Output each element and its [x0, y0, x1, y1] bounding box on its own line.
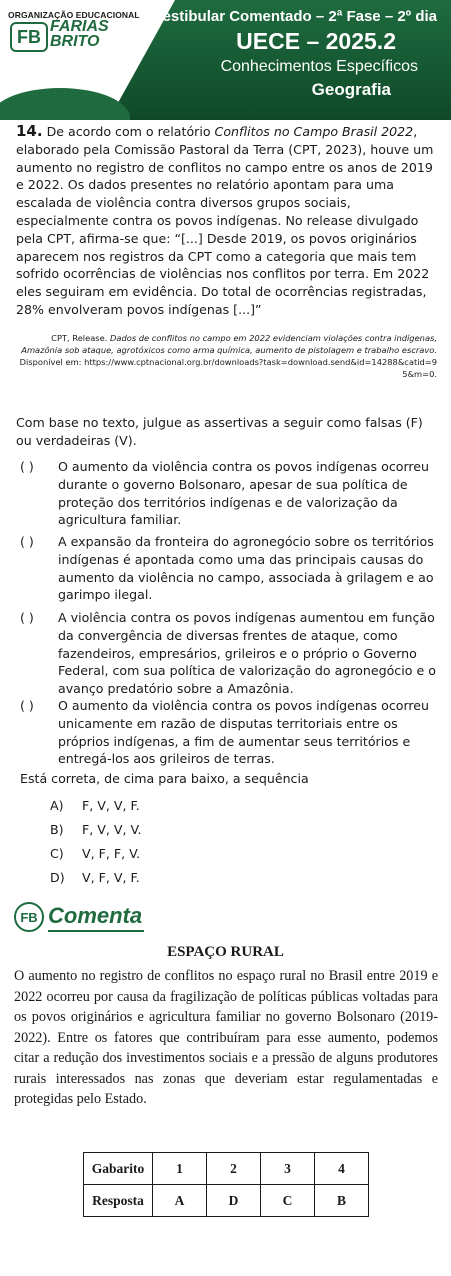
- page-header: [0, 0, 451, 120]
- choice-letter: A): [50, 798, 64, 813]
- comment-text: O aumento no registro de conflitos no espaço rural no Brasil entre 2019 e 2022 ocorreu por causa da fragilização de políticas públicas voltadas para os povos originários e agricultura familiar no governo Bolsonaro (2019-2022). Entre os fatores que contribuíram para esse aumento, podemos citar a redução dos investimentos sociais e a pressão de alguns produtores rurais interessados nas zonas que deveriam estar regulamentadas e protegidas pelo Estado.: [14, 968, 438, 1107]
- source-title: Dados de conflitos no campo em 2022 evidenciam violações contra indígenas, Amazônia sob ataque, agrotóxicos como arma química, aumento de pistolagem e trabalho escravo.: [21, 333, 437, 355]
- statement-text: O aumento da violência contra os povos indígenas ocorreu durante o governo Bolsonaro, apesar de sua política de proteção dos territórios indígenas e de valorização da agricultura familiar.: [58, 459, 430, 528]
- question-number: 14.: [16, 122, 43, 140]
- exam-subject: Geografia: [311, 80, 391, 99]
- logo-name: [50, 19, 109, 49]
- statement-item: [16, 697, 446, 768]
- question-body: , elaborado pela Comissão Pastoral da Terra (CPT, 2023), houve um aumento no registro de conflitos no campo entre os anos de 2019 e 2022. Os dados presentes no relatório apontam para uma escalada de violência contra diversos grupos sociais, especialmente contra os povos indígenas. No release divulgado pela CPT, afirma-se que: “[...] Desde 2019, os povos originários aparecem nos registros da CPT como a categoria que mais tem sofrido ocorrências de violências nos conflitos por terra. Em 2022 eles seguiram em evidência. Do total de ocorrências registradas, 28% envolveram povos indígenas [...]”: [16, 124, 434, 317]
- exam-section: Conhecimentos Específicos: [220, 58, 418, 75]
- logo-name-line2: BRITO: [50, 33, 100, 50]
- table-cell: 3: [261, 1153, 315, 1185]
- choice-c[interactable]: [50, 846, 140, 861]
- org-label: ORGANIZAÇÃO EDUCACIONAL: [8, 10, 140, 20]
- choice-letter: D): [50, 870, 65, 885]
- source-available: Disponível em:: [19, 356, 82, 367]
- table-row: [84, 1153, 369, 1185]
- statement-text: A violência contra os povos indígenas aumentou em função da convergência de diversas frentes de ataque, como fazendeiros, empresários, grileiros e o próprio o Governo Federal, com sua política de valorização do agronegócio e o avanço predatório sobre a Amazônia.: [58, 610, 436, 697]
- exam-edition: UECE – 2025.2: [236, 28, 396, 54]
- section-title: ESPAÇO RURAL: [167, 944, 284, 960]
- question-text: [16, 123, 441, 319]
- comenta-label: Comenta: [48, 903, 143, 928]
- exam-title: Vestibular Comentado – 2ª Fase – 2º dia: [153, 8, 437, 25]
- choice-b[interactable]: [50, 822, 142, 837]
- logo-icon: FB: [10, 22, 48, 52]
- statement-checkbox[interactable]: ( ): [20, 534, 34, 549]
- comenta-underline: [48, 930, 144, 932]
- table-cell: 1: [153, 1153, 207, 1185]
- statement-text: O aumento da violência contra os povos indígenas ocorreu unicamente em razão de disputas territoriais entre os próprios indígenas, a fim de aumentar seus territórios e entregá-los aos grileiros de terras.: [58, 698, 430, 767]
- statement-checkbox[interactable]: ( ): [20, 459, 34, 474]
- statement-item: [16, 458, 446, 529]
- answer-table: [83, 1152, 369, 1217]
- table-cell: 2: [207, 1153, 261, 1185]
- choice-text: F, V, V, V.: [82, 822, 142, 837]
- instruction-text: Com base no texto, julgue as assertivas a seguir como falsas (F) ou verdadeiras (V).: [16, 415, 423, 448]
- table-answer-label: Resposta: [84, 1185, 153, 1217]
- logo-name-line1: FARIAS: [50, 18, 109, 35]
- table-cell: B: [315, 1185, 369, 1217]
- statement-checkbox[interactable]: ( ): [20, 698, 34, 713]
- source-citation: [16, 333, 437, 381]
- source-url: https://www.cptnacional.org.br/downloads?task=download.send&id=14288&catid=95&m=0.: [84, 356, 437, 379]
- table-cell: A: [153, 1185, 207, 1217]
- source-prefix: CPT, Release.: [51, 333, 110, 343]
- report-title: Conflitos no Campo Brasil 2022: [214, 124, 414, 139]
- table-header-label: Gabarito: [84, 1153, 153, 1185]
- table-cell: 4: [315, 1153, 369, 1185]
- sequence-prompt: Está correta, de cima para baixo, a sequência: [20, 771, 309, 786]
- choice-a[interactable]: [50, 798, 140, 813]
- choice-text: F, V, V, F.: [82, 798, 140, 813]
- question-intro: De acordo com o relatório: [46, 124, 215, 139]
- statement-item: [16, 533, 446, 604]
- choice-d[interactable]: [50, 870, 140, 885]
- choice-letter: B): [50, 822, 64, 837]
- statement-item: [16, 609, 446, 698]
- table-row: [84, 1185, 369, 1217]
- choice-text: V, F, F, V.: [82, 846, 141, 861]
- choice-letter: C): [50, 846, 64, 861]
- choice-text: V, F, V, F.: [82, 870, 140, 885]
- comenta-icon: FB: [14, 902, 44, 932]
- table-cell: D: [207, 1185, 261, 1217]
- statement-text: A expansão da fronteira do agronegócio sobre os territórios indígenas é apontada como uma das principais causas do aumento da violência no campo, associada à grilagem e ao garimpo ilegal.: [58, 534, 434, 603]
- statement-checkbox[interactable]: ( ): [20, 610, 34, 625]
- table-cell: C: [261, 1185, 315, 1217]
